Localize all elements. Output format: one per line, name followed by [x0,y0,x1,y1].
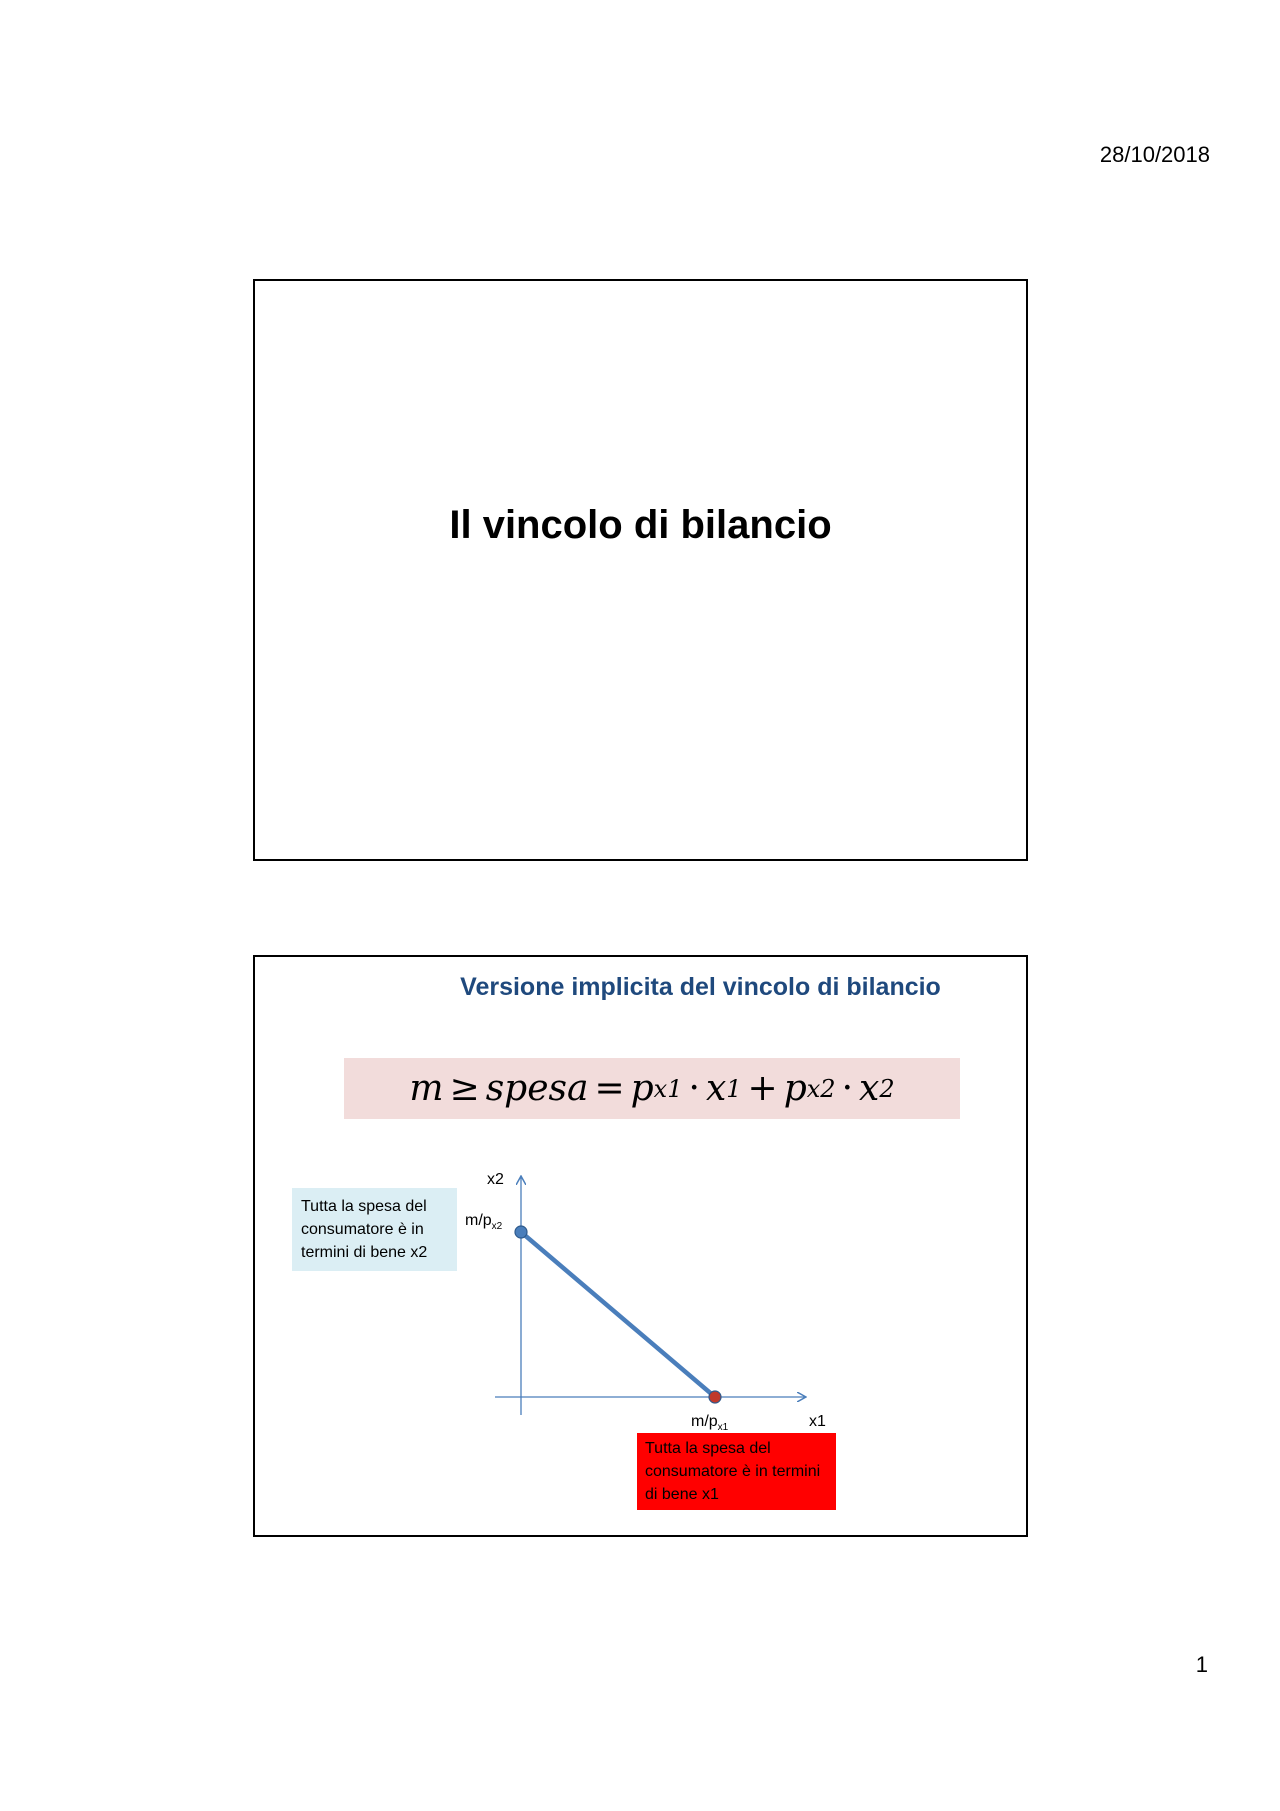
note-all-spending-x2: Tutta la spesa del consumatore è in termini di bene x2 [292,1188,457,1271]
x-intercept-label-sub: x1 [717,1422,729,1433]
x-intercept-point [709,1391,721,1403]
formula-m: m [409,1068,444,1109]
y-intercept-label [465,1212,503,1232]
y-intercept-point [515,1226,527,1238]
page-number: 1 [1195,1652,1208,1677]
formula-p1-sub: x1 [653,1074,683,1103]
budget-line [521,1232,715,1397]
x-axis-label: x1 [809,1413,826,1430]
formula-p2: p [783,1068,807,1109]
y-axis-label: x2 [487,1171,504,1188]
slide-2-title: Versione implicita del vincolo di bilancio [460,973,941,1001]
formula-p1: p [630,1068,654,1109]
formula-dot1: · [688,1068,700,1109]
formula-x1-sub: 1 [726,1074,742,1103]
y-intercept-label-main: m/p [465,1212,492,1229]
header-date: 28/10/2018 [1099,142,1210,167]
note-all-spending-x1: Tutta la spesa del consumatore è in termini di bene x1 [637,1433,836,1510]
formula-eq: = [594,1068,625,1109]
x-intercept-label [691,1413,729,1433]
formula-plus: + [747,1068,778,1109]
formula-x2-sub: 2 [879,1074,895,1103]
slide-title-card [253,279,1028,861]
y-intercept-label-sub: x2 [491,1221,503,1232]
formula-x2: x [859,1068,880,1109]
formula-ge: ≥ [449,1068,480,1109]
x-intercept-label-main: m/p [691,1413,718,1430]
formula-p2-sub: x2 [806,1074,836,1103]
formula-x1: x [705,1068,727,1109]
formula-spesa: spesa [485,1068,589,1109]
formula-dot2: · [841,1068,854,1109]
slide-budget-constraint [253,955,1028,1537]
slide-1-title: Il vincolo di bilancio [449,503,832,547]
